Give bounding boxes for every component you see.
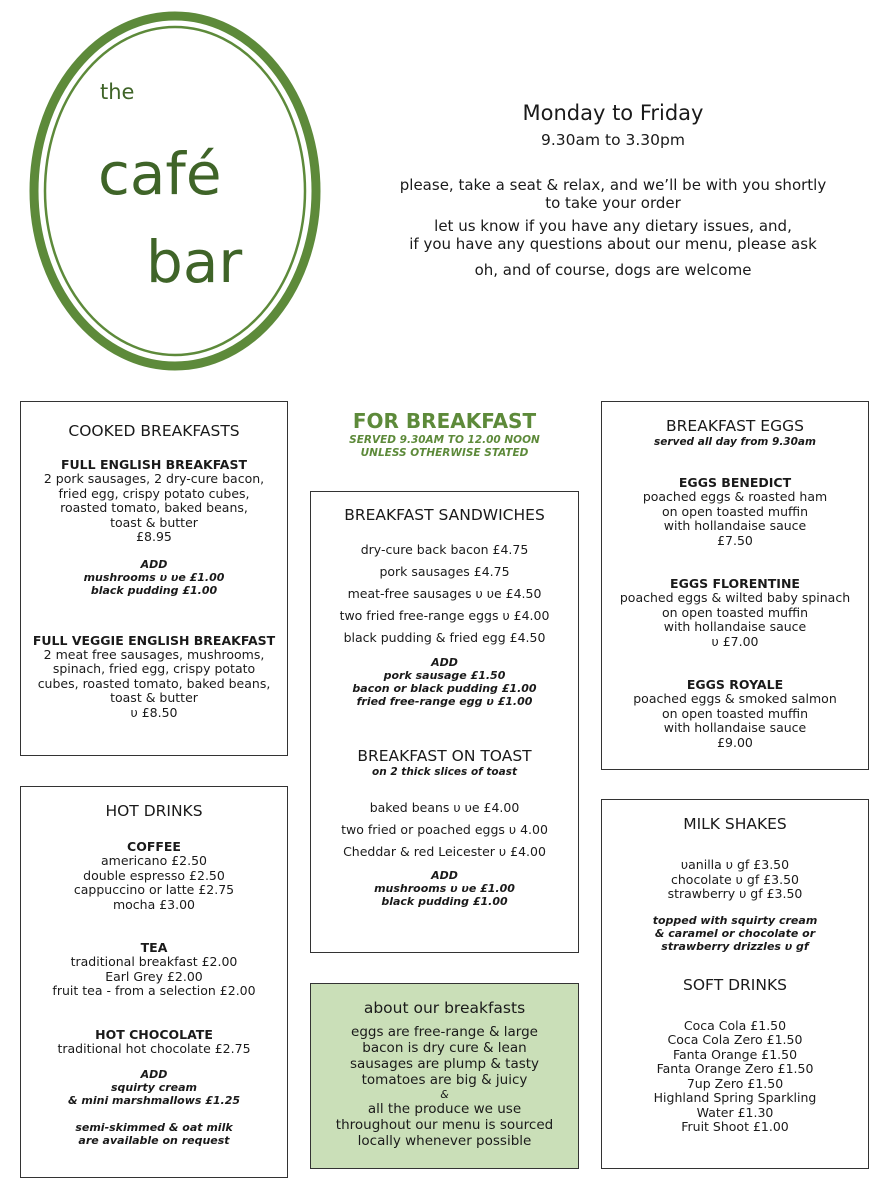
menu-item-full-english — [21, 457, 287, 545]
coffee-group — [21, 839, 287, 912]
soft-drinks-list — [602, 1019, 868, 1135]
for-breakfast-heading — [310, 408, 579, 459]
sandwich-item: pork sausages £4.75 — [379, 564, 510, 579]
section-subtitle: served all day from 9.30am — [654, 436, 816, 448]
intro-seat — [380, 176, 846, 212]
about-line: eggs are free-range & large — [351, 1024, 538, 1040]
soft-drink-item: Water £1.30 — [696, 1104, 774, 1120]
add-ons — [311, 869, 578, 908]
menu-item-eggs-benedict — [602, 475, 868, 548]
intro-dietary — [380, 217, 846, 253]
item-price: υ £8.50 — [130, 704, 178, 720]
breakfast-sandwiches-section — [310, 491, 579, 953]
shake-item: chocolate υ gf £3.50 — [671, 871, 799, 887]
item-desc: with hollandaise sauce — [663, 720, 807, 735]
section-title: MILK SHAKES — [683, 815, 787, 833]
about-line: throughout our menu is sourced — [335, 1117, 554, 1133]
add-item: & mini marshmallows £1.25 — [67, 1094, 241, 1107]
item-desc: with hollandaise sauce — [663, 619, 807, 634]
shake-list — [602, 858, 868, 902]
about-title: about our breakfasts — [363, 999, 526, 1017]
breakfast-eggs-section — [601, 401, 869, 770]
drink-item: fruit tea - from a selection £2.00 — [52, 983, 256, 998]
item-desc: toast & butter — [110, 514, 198, 530]
intro-line: let us know if you have any dietary issues, and, — [434, 217, 792, 235]
toast-item: baked beans υ υe £4.00 — [369, 800, 520, 815]
item-price: £7.50 — [717, 532, 753, 548]
item-desc: cubes, roasted tomato, baked beans, — [37, 675, 271, 691]
soft-drink-item: 7up Zero £1.50 — [686, 1075, 784, 1091]
shake-item: strawberry υ gf £3.50 — [667, 886, 803, 901]
soft-drink-item: Highland Spring Sparkling — [653, 1090, 817, 1105]
hot-drinks-section — [20, 786, 288, 1178]
item-price: υ £7.00 — [711, 633, 759, 649]
item-name: FULL ENGLISH BREAKFAST — [60, 457, 248, 472]
logo-the: the — [100, 80, 135, 104]
item-price: £8.95 — [136, 529, 172, 544]
intro-line: if you have any questions about our menu, please ask — [409, 235, 817, 253]
drink-item: Earl Grey £2.00 — [105, 968, 203, 984]
intro-dogs — [380, 261, 846, 279]
breakfast-on-toast — [311, 746, 578, 908]
toast-item: Cheddar & red Leicester υ £4.00 — [343, 844, 546, 859]
about-line: all the produce we use — [367, 1101, 522, 1117]
shake-note — [602, 914, 868, 953]
about-our-breakfasts — [310, 983, 579, 1169]
add-item: black pudding £1.00 — [381, 895, 508, 908]
about-line: sausages are plump & tasty — [349, 1056, 540, 1072]
add-label: ADD — [140, 1068, 168, 1081]
item-name: EGGS FLORENTINE — [670, 576, 800, 591]
section-title: BREAKFAST ON TOAST — [357, 747, 532, 765]
add-ons — [21, 558, 287, 597]
item-desc: poached eggs & roasted ham — [642, 489, 828, 504]
soft-drink-item: Fruit Shoot £1.00 — [681, 1119, 789, 1134]
add-item: bacon or black pudding £1.00 — [352, 682, 537, 695]
drink-item: americano £2.50 — [101, 853, 207, 868]
add-label: ADD — [431, 656, 458, 669]
toast-item: two fried or poached eggs υ 4.00 — [341, 822, 548, 837]
opening-days: Monday to Friday — [522, 101, 704, 125]
shake-item: υanilla υ gf £3.50 — [680, 857, 790, 872]
hot-chocolate-group — [21, 1027, 287, 1057]
logo-bar: bar — [146, 228, 243, 296]
note-line: strawberry drizzles υ gf — [661, 939, 809, 953]
section-title: COOKED BREAKFASTS — [68, 422, 240, 440]
soft-drinks-title: SOFT DRINKS — [683, 975, 787, 994]
intro-line: to take your order — [545, 194, 681, 212]
add-item: pork sausage £1.50 — [383, 669, 506, 682]
menu-item-eggs-florentine — [602, 576, 868, 649]
item-desc: roasted tomato, baked beans, — [60, 500, 248, 515]
item-desc: fried egg, crispy potato cubes, — [58, 485, 250, 501]
note-line: topped with squirty cream — [652, 913, 818, 927]
item-desc: spinach, fried egg, crispy potato — [52, 661, 256, 676]
item-desc: toast & butter — [110, 690, 198, 705]
about-lines — [311, 1024, 578, 1149]
soft-drink-item: Fanta Orange £1.50 — [672, 1046, 798, 1062]
sandwich-item: meat-free sausages υ υe £4.50 — [347, 586, 542, 601]
milk-note — [21, 1121, 287, 1147]
group-name: COFFEE — [127, 839, 181, 854]
about-line: tomatoes are big & juicy — [361, 1072, 528, 1088]
add-item: fried free-range egg υ £1.00 — [356, 695, 533, 708]
item-desc: 2 pork sausages, 2 dry-cure bacon, — [43, 471, 265, 486]
add-ons — [21, 1068, 287, 1107]
add-item: squirty cream — [111, 1081, 197, 1094]
item-desc: with hollandaise sauce — [663, 518, 807, 533]
opening-hours: 9.30am to 3.30pm — [541, 131, 685, 149]
for-breakfast-unless: UNLESS OTHERWISE STATED — [360, 446, 529, 459]
soft-drink-item: Fanta Orange Zero £1.50 — [656, 1061, 814, 1076]
milk-shakes-section — [601, 799, 869, 1169]
for-breakfast-title: FOR BREAKFAST — [352, 409, 537, 433]
menu-item-eggs-royale — [602, 677, 868, 750]
add-label: ADD — [431, 869, 458, 882]
item-desc: on open toasted muffin — [661, 705, 809, 721]
add-label: ADD — [140, 557, 168, 571]
logo-cafe: café — [98, 140, 222, 208]
item-name: FULL VEGGIE ENGLISH BREAKFAST — [32, 632, 276, 648]
note-line: are available on request — [78, 1134, 230, 1147]
section-title: HOT DRINKS — [105, 802, 203, 820]
item-name: EGGS ROYALE — [686, 677, 784, 692]
sandwich-item: black pudding & fried egg £4.50 — [343, 630, 546, 645]
note-line: semi-skimmed & oat milk — [75, 1121, 233, 1134]
section-title: BREAKFAST SANDWICHES — [344, 506, 545, 524]
section-subtitle: on 2 thick slices of toast — [372, 766, 517, 778]
sandwich-list — [311, 539, 578, 649]
soft-drink-item: Coca Cola £1.50 — [683, 1017, 787, 1033]
drink-item: double espresso £2.50 — [83, 867, 225, 883]
section-title: BREAKFAST EGGS — [666, 417, 804, 435]
note-line: & caramel or chocolate or — [654, 926, 816, 940]
cooked-breakfasts-section — [20, 401, 288, 756]
about-line: locally whenever possible — [357, 1133, 532, 1149]
sandwich-item: two fried free-range eggs υ £4.00 — [339, 608, 550, 623]
group-name: TEA — [140, 940, 168, 955]
for-breakfast-served: SERVED 9.30AM TO 12.00 NOON — [349, 434, 540, 446]
intro-line: please, take a seat & relax, and we’ll be with you shortly — [399, 176, 827, 194]
item-name: EGGS BENEDICT — [678, 475, 792, 490]
tea-group — [21, 940, 287, 999]
drink-item: traditional breakfast £2.00 — [70, 954, 238, 969]
item-desc: on open toasted muffin — [661, 503, 809, 519]
about-line: bacon is dry cure & lean — [362, 1040, 527, 1056]
item-desc: on open toasted muffin — [661, 604, 809, 620]
intro — [380, 98, 846, 284]
add-item: mushrooms υ υe £1.00 — [83, 570, 225, 584]
drink-item: mocha £3.00 — [112, 896, 196, 912]
item-desc: poached eggs & wilted baby spinach — [619, 590, 851, 605]
soft-drink-item: Coca Cola Zero £1.50 — [667, 1032, 803, 1047]
item-desc: 2 meat free sausages, mushrooms, — [43, 646, 265, 662]
add-item: mushrooms υ υe £1.00 — [374, 882, 515, 895]
drink-item: cappuccino or latte £2.75 — [73, 882, 235, 897]
about-line: & — [440, 1088, 449, 1101]
drink-item: traditional hot chocolate £2.75 — [57, 1040, 251, 1056]
item-price: £9.00 — [717, 734, 753, 750]
intro-line: oh, and of course, dogs are welcome — [474, 261, 752, 279]
menu-item-veggie-english — [21, 633, 287, 721]
item-desc: poached eggs & smoked salmon — [633, 691, 837, 706]
add-ons — [311, 656, 578, 708]
sandwich-item: dry-cure back bacon £4.75 — [360, 542, 529, 557]
toast-list — [311, 797, 578, 863]
group-name: HOT CHOCOLATE — [95, 1026, 213, 1042]
add-item: black pudding £1.00 — [90, 583, 218, 597]
